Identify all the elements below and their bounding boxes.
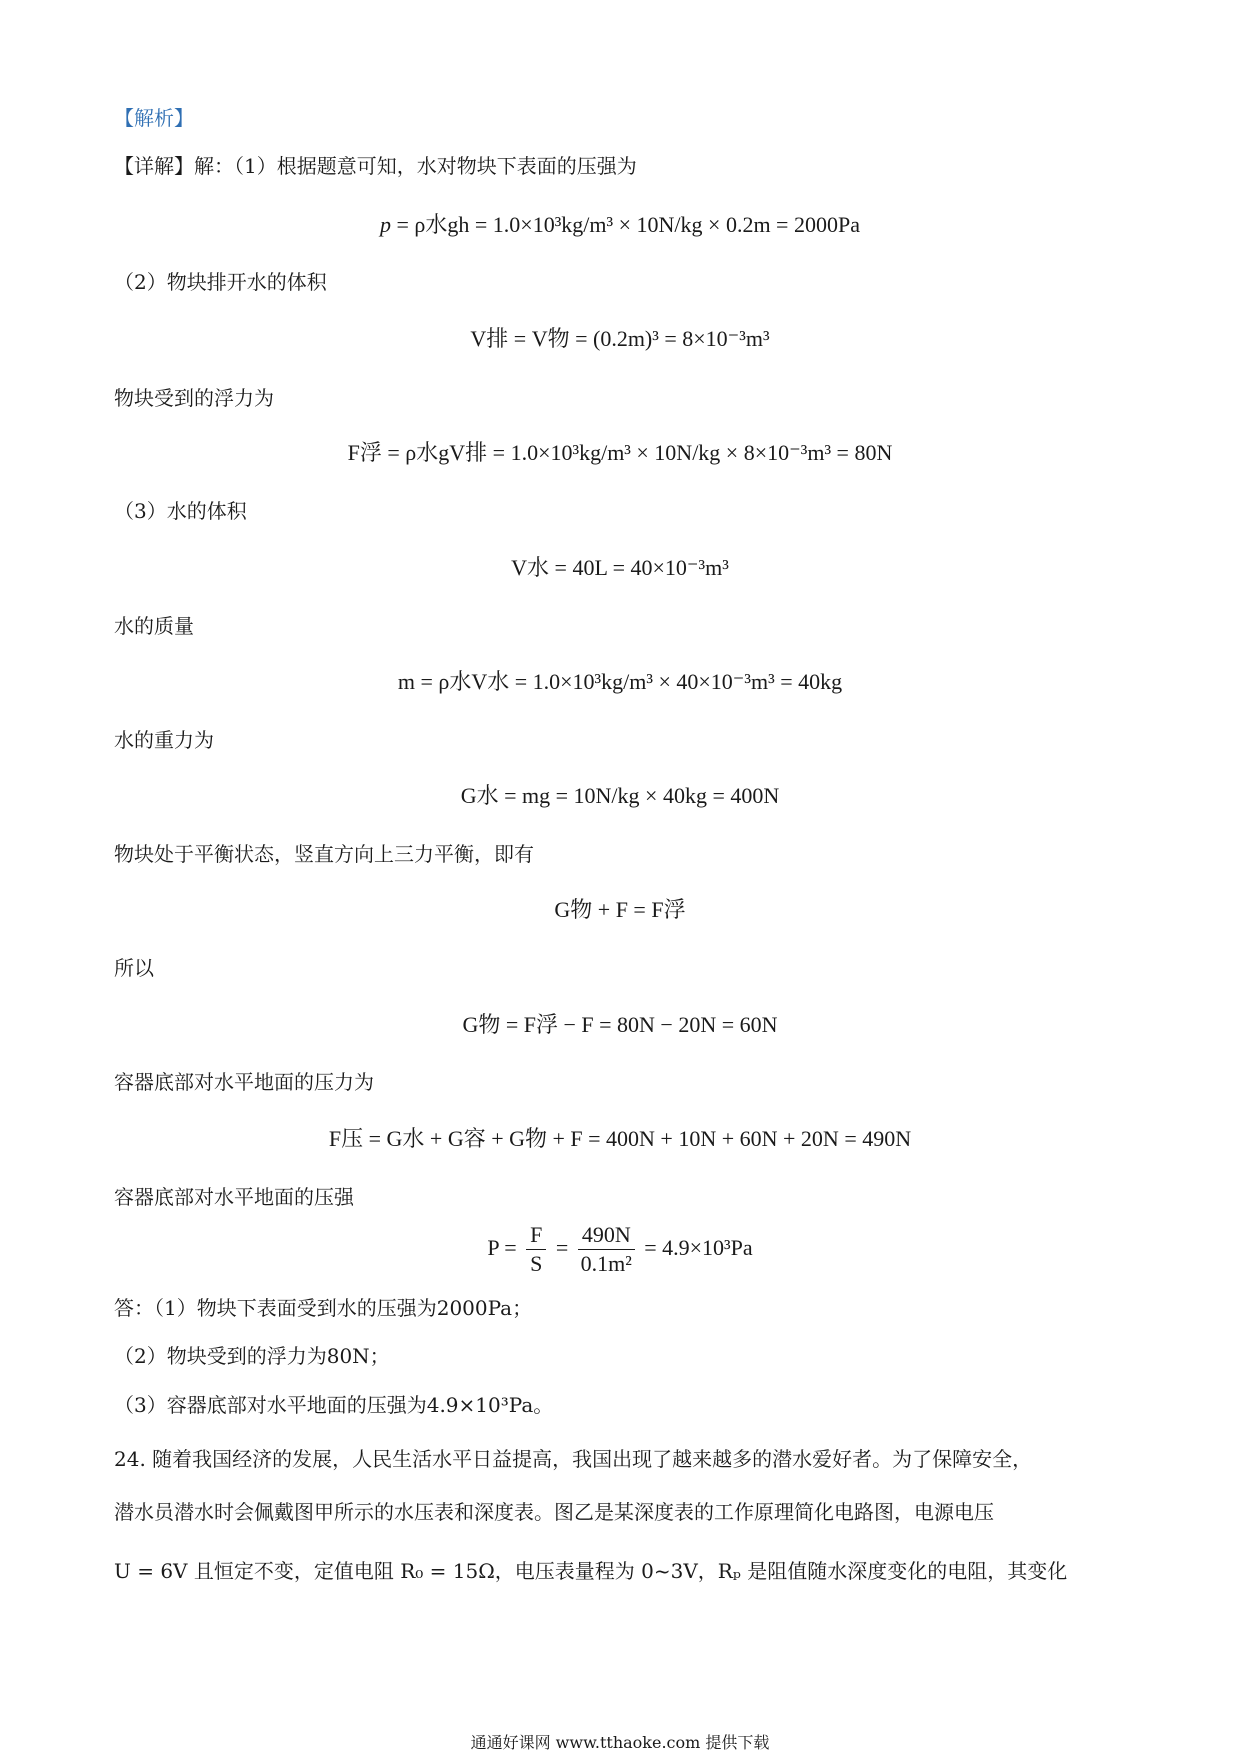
fraction-value: [578, 1221, 635, 1278]
mass-intro: 水的质量: [114, 614, 194, 638]
detail-intro: 【详解】解：（1）根据题意可知，水对物块下表面的压强为: [114, 154, 637, 178]
answer-1: 答：（1）物块下表面受到水的压强为2000Pa；: [114, 1296, 533, 1320]
formula-water-mass: m = ρ水V水 = 1.0×10³kg/m³ × 40×10⁻³m³ = 40kg: [397, 669, 843, 694]
footer-source: 通通好课网 www.tthaoke.com 提供下载: [470, 1733, 770, 1752]
formula-water-gravity: G水 = mg = 10N/kg × 40kg = 400N: [460, 783, 780, 808]
formula-pressure-force: F压 = G水 + G容 + G物 + F = 400N + 10N + 60N + 20N = 490N: [328, 1126, 912, 1151]
balance-intro: 物块处于平衡状态，竖直方向上三力平衡，即有: [114, 842, 534, 866]
gravity-intro: 水的重力为: [114, 728, 214, 752]
formula-water-volume: V水 = 40L = 40×10⁻³m³: [511, 555, 729, 580]
answer-3: （3）容器底部对水平地面的压强为4.9×10³Pa。: [114, 1393, 554, 1417]
pressure-result: = 4.9×10³Pa: [638, 1235, 753, 1260]
pressure-force-intro: 容器底部对水平地面的压力为: [114, 1070, 374, 1094]
formula-displaced-volume: V排 = V物 = (0.2m)³ = 8×10⁻³m³: [470, 326, 770, 351]
answer-2: （2）物块受到的浮力为80N；: [114, 1344, 390, 1368]
formula-water-pressure: p = ρ水gh = 1.0×10³kg/m³ × 10N/kg × 0.2m = 2000Pa: [380, 212, 860, 237]
step3-title: （3）水的体积: [114, 499, 247, 523]
analysis-heading: 【解析】: [114, 106, 194, 130]
pressure-symbol: p: [380, 212, 392, 237]
step2-title: （2）物块排开水的体积: [114, 270, 327, 294]
formula-buoyancy: F浮 = ρ水gV排 = 1.0×10³kg/m³ × 10N/kg × 8×10⁻³m³ = 80N: [347, 440, 893, 465]
fraction-f-over-s: [526, 1221, 546, 1278]
buoyancy-intro: 物块受到的浮力为: [114, 386, 274, 410]
formula-pressure: P = $\frac{F}{S}$ = $\frac{490N}{\text{0.1m²}}$ = 4.9×10³Pa: [487, 1222, 753, 1277]
formula-balance: G物 + F = F浮: [554, 897, 686, 922]
fraction-numerator: F: [526, 1221, 546, 1250]
pressure-lhs: P =: [487, 1235, 523, 1260]
question-24-line-2: 潜水员潜水时会佩戴图甲所示的水压表和深度表。图乙是某深度表的工作原理简化电路图，电源电压: [114, 1500, 994, 1524]
fraction-denominator: S: [530, 1251, 543, 1277]
question-24-line-1: 24. 随着我国经济的发展，人民生活水平日益提高，我国出现了越来越多的潜水爱好者。为了保障安全，: [114, 1447, 1033, 1471]
fraction-value-numerator: 490N: [578, 1221, 635, 1250]
fraction-value-denominator: 0.1m²: [580, 1251, 632, 1277]
so-label: 所以: [114, 956, 154, 980]
formula-object-gravity: G物 = F浮 − F = 80N − 20N = 60N: [462, 1012, 778, 1037]
question-24-line-3: U = 6V 且恒定不变，定值电阻 R₀ = 15Ω，电压表量程为 0~3V，Rₚ 是阻值随水深度变化的电阻，其变化: [114, 1559, 1068, 1583]
pressure-intro: 容器底部对水平地面的压强: [114, 1185, 354, 1209]
